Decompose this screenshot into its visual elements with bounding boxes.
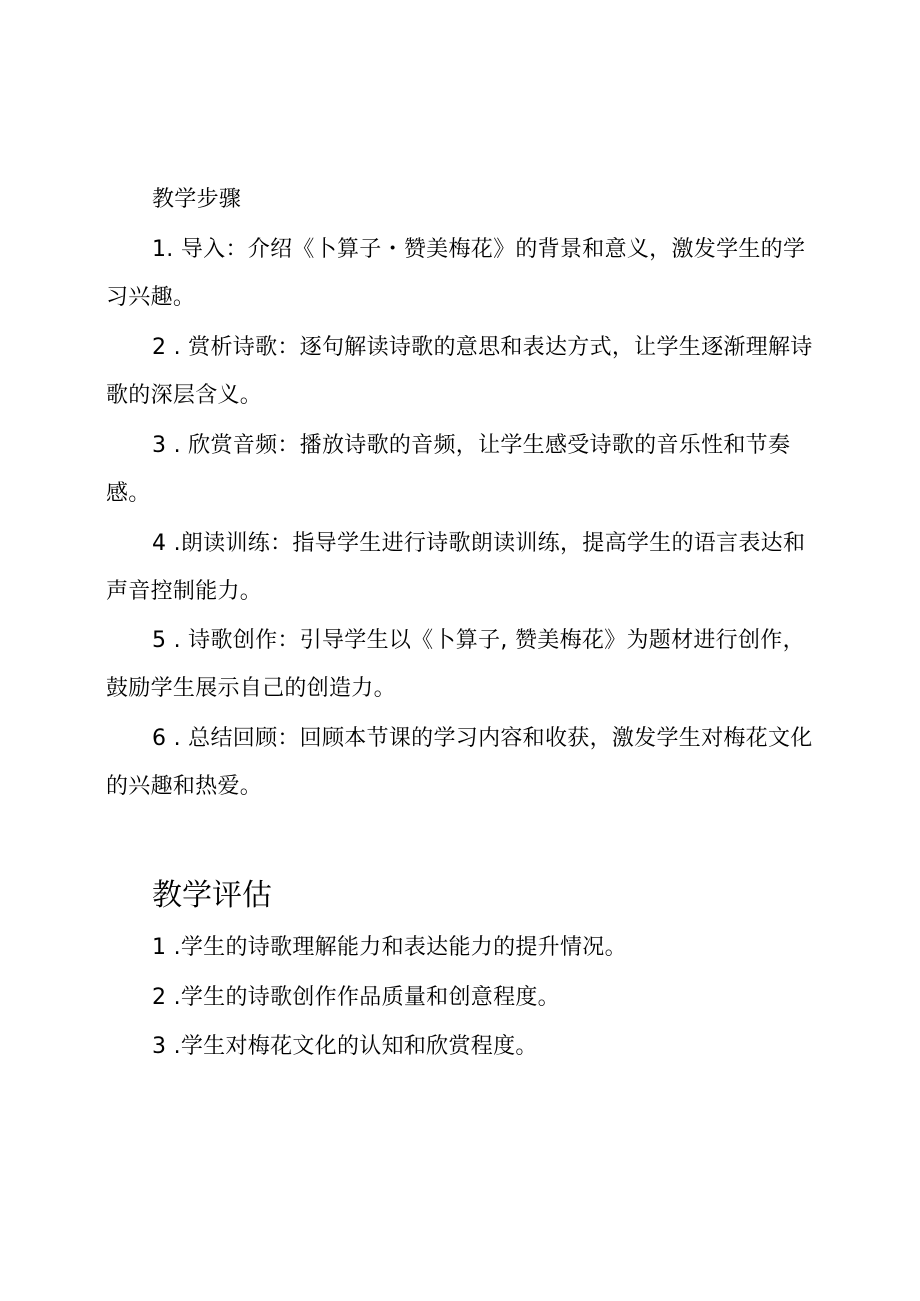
steps-heading: 教学步骤 (152, 187, 242, 212)
evaluation-item-3: 3 .学生对梅花文化的认知和欣赏程度。 (152, 1034, 538, 1059)
step-item-3: 3 . 欣赏音频：播放诗歌的音频，让学生感受诗歌的音乐性和节奏感。 (106, 433, 791, 506)
step-item-1: 1. 导入：介绍《卜算子・赞美梅花》的背景和意义，激发学生的学习兴趣。 (106, 237, 806, 310)
step-item-5: 5 . 诗歌创作：引导学生以《卜算子, 赞美梅花》为题材进行创作，鼓励学生展示自己的创造力。 (106, 628, 805, 701)
evaluation-item-2: 2 .学生的诗歌创作作品质量和创意程度。 (152, 985, 560, 1010)
step-item-4: 4 .朗读训练：指导学生进行诗歌朗读训练，提高学生的语言表达和声音控制能力。 (106, 531, 806, 604)
step-item-6: 6 . 总结回顾：回顾本节课的学习内容和收获，激发学生对梅花文化的兴趣和热爱。 (106, 726, 813, 799)
evaluation-item-1: 1 .学生的诗歌理解能力和表达能力的提升情况。 (152, 935, 627, 960)
step-item-2: 2 . 赏析诗歌：逐句解读诗歌的意思和表达方式，让学生逐渐理解诗歌的深层含义。 (106, 335, 813, 408)
evaluation-heading: 教学评估 (152, 878, 272, 913)
